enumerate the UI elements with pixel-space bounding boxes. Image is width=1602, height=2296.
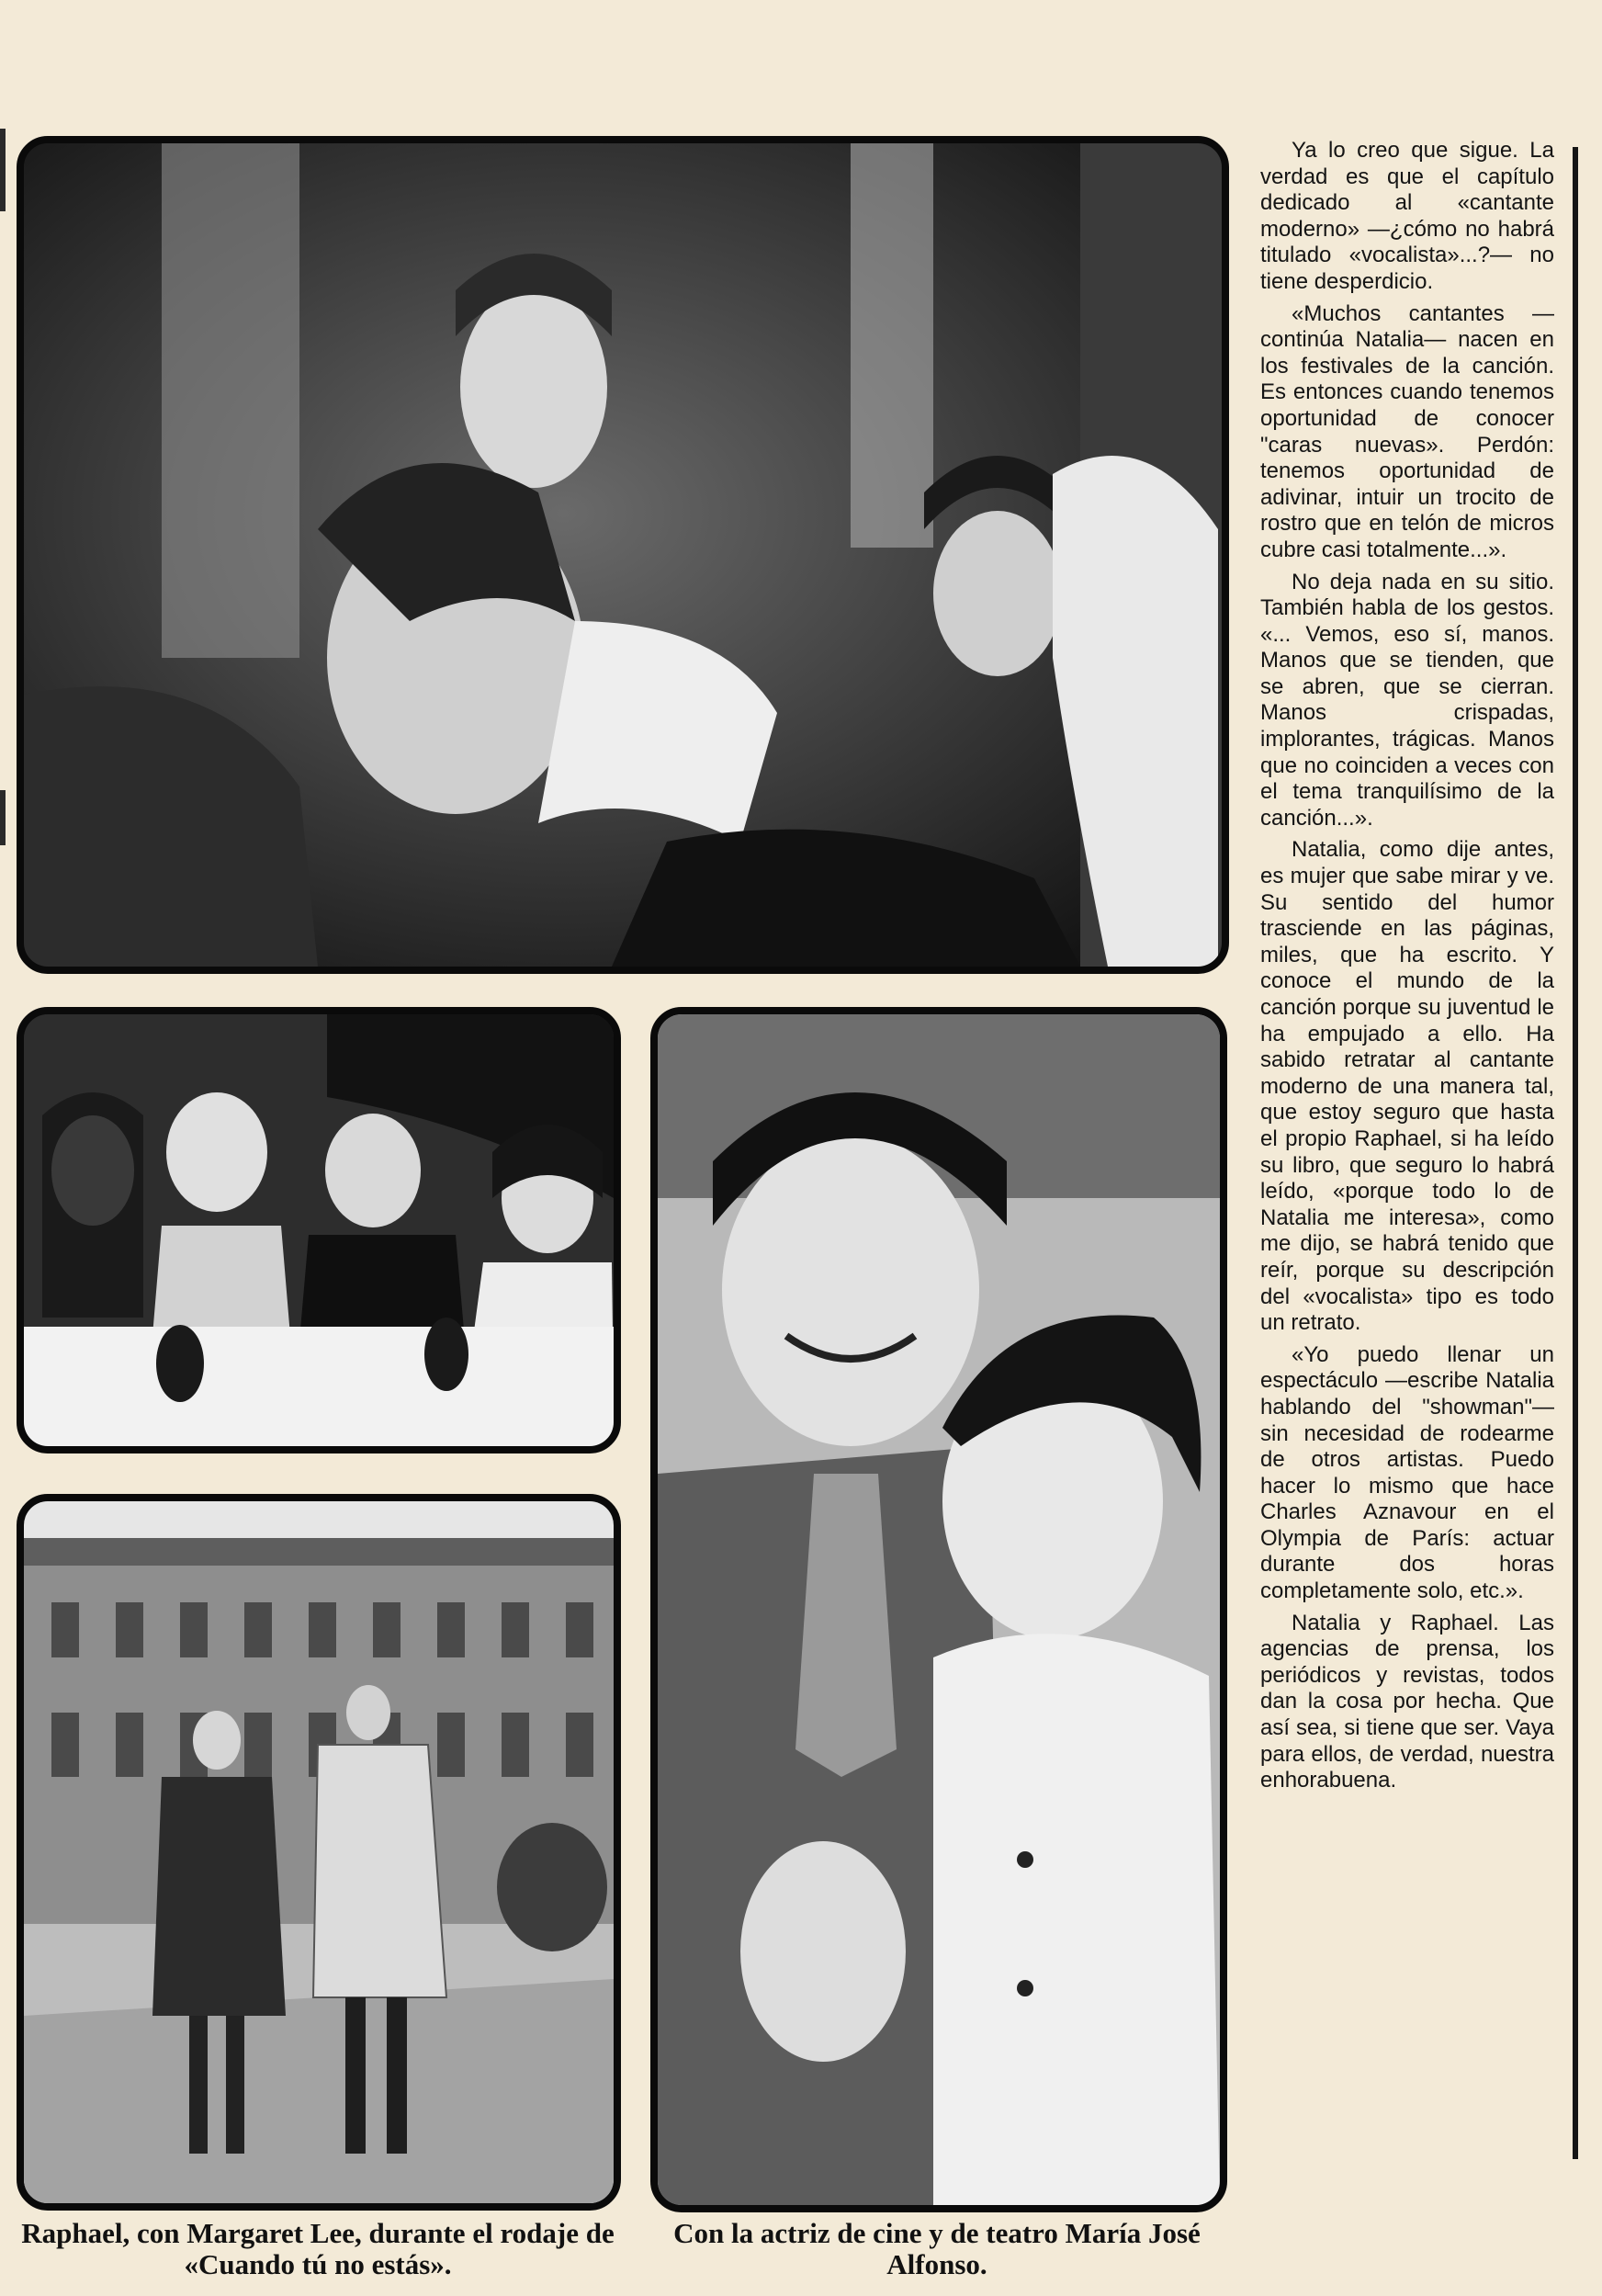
photo-crowd-embrace-image (24, 143, 1222, 967)
photo-street-walk (17, 1494, 621, 2211)
column-rule (1573, 147, 1578, 2159)
article-column (1260, 138, 1554, 2187)
photo-couple-portrait (650, 1007, 1227, 2212)
article-paragraph: «Muchos cantantes —continúa Natalia— nacen en los festivales de la canción. Es entonces cuando tenemos oportunidad de conocer "caras nuevas». Perdón: tenemos oportunidad de adivinar, intuir un trocito de rostro que en telón de micros cubre casi totalmente...». (1260, 300, 1554, 562)
photo-crowd-embrace (17, 136, 1229, 974)
article-paragraph: Natalia, como dije antes, es mujer que sabe mirar y ve. Su sentido del humor trasciende en las páginas, miles, que ha escrito. Y conoce el mundo de la canción porque su juventud le ha empujado a ello. Ha sabido retratar al cantante moderno de una manera tal, que estoy seguro que hasta el propio Raphael, si ha leído su libro, que seguro lo habrá leído, «porque todo lo de Natalia me interesa», como me dijo, se habrá tenido que reír, porque su descripción del «vocalista» tipo es todo un retrato. (1260, 837, 1554, 1336)
article-paragraph: No deja nada en su sitio. También habla de los gestos. «... Vemos, eso sí, manos. Manos que se tienden, que se abren, que se cierran. Manos crispadas, implorantes, trágicas. Manos que no coinciden a veces con el tema tranquilísimo de la canción...». (1260, 569, 1554, 831)
photo-table-group-image (24, 1014, 614, 1446)
article-paragraph: Natalia y Raphael. Las agencias de prensa, los periódicos y revistas, todos dan la cosa por hecha. Que así sea, si tiene que ser. Vaya para ellos, de verdad, nuestra enhorabuena. (1260, 1610, 1554, 1793)
article-paragraph: «Yo puedo llenar un espectáculo —escribe Natalia hablando del "showman"— sin necesidad de rodearme de otros artistas. Puedo hacer lo mismo que hace Charles Aznavour en el Olympia de París: actuar durante dos horas completamente solo, etc.». (1260, 1341, 1554, 1604)
photo-couple-portrait-image (658, 1014, 1220, 2205)
caption-couple-photo: Con la actriz de cine y de teatro María José Alfonso. (673, 2217, 1201, 2280)
caption-street-photo: Raphael, con Margaret Lee, durante el rodaje de «Cuando tú no estás». (21, 2217, 615, 2280)
photo-table-group (17, 1007, 621, 1453)
photo-street-walk-image (24, 1501, 614, 2203)
article-paragraph: Ya lo creo que sigue. La verdad es que el capítulo dedicado al «cantante moderno» —¿cómo no habrá titulado «vocalista»...?— no tiene desperdicio. (1260, 138, 1554, 294)
page-edge-mark (0, 129, 6, 211)
page-edge-mark (0, 790, 6, 845)
